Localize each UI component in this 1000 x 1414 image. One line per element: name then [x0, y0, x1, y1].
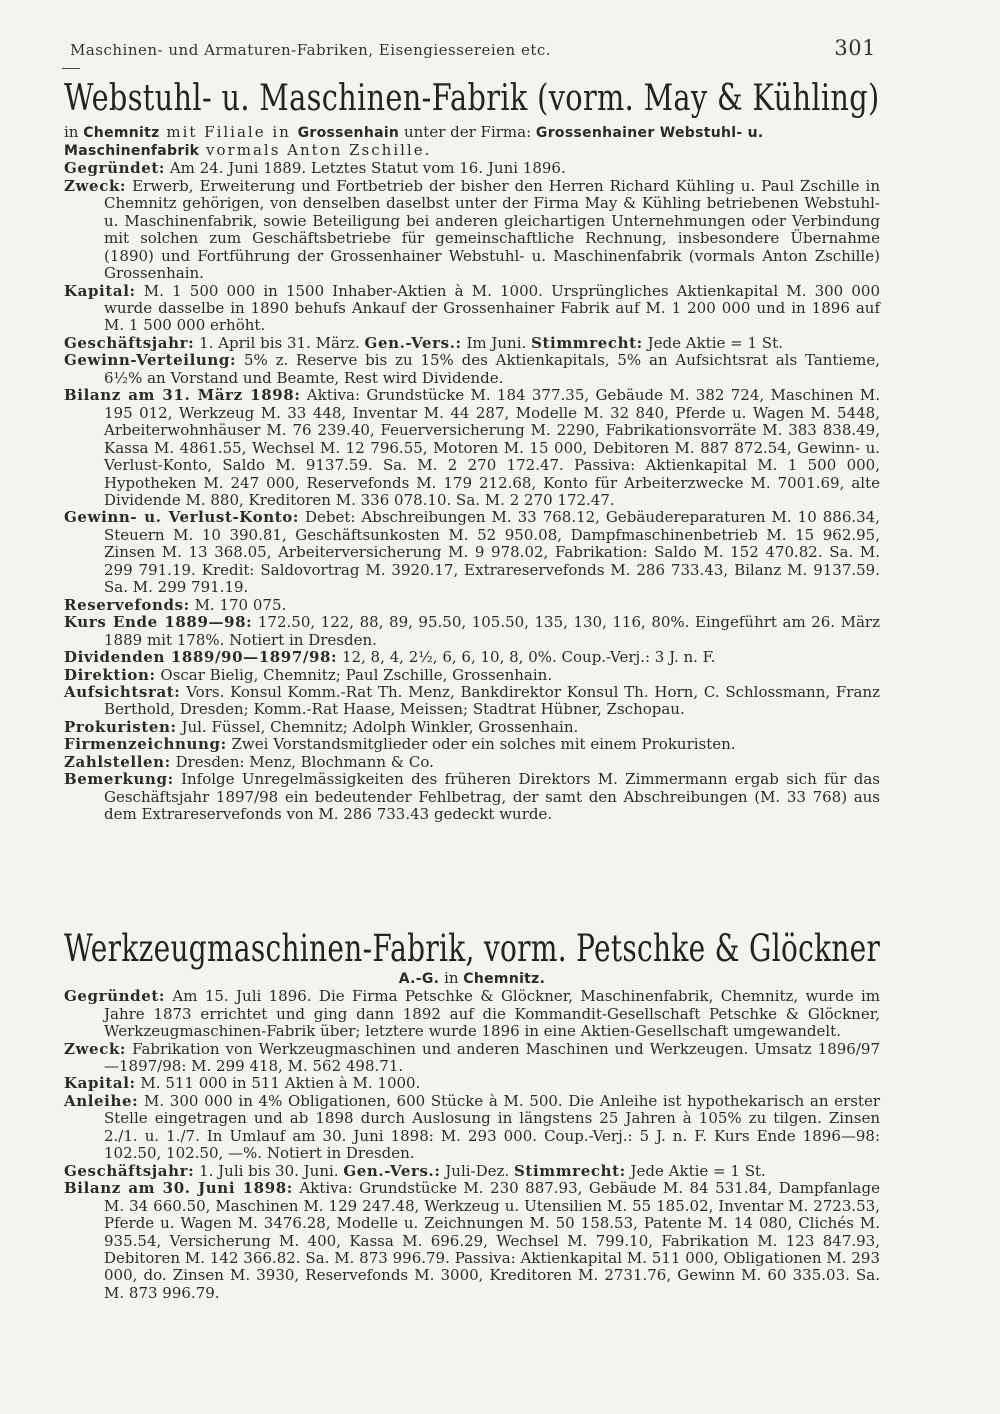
- entry-paragraph: [64, 1041, 880, 1076]
- entry-paragraph: [64, 754, 880, 771]
- company-intro: [64, 124, 880, 160]
- entry-paragraph: [64, 614, 880, 649]
- entry-label: Gen.-Vers.:: [364, 333, 462, 352]
- company-entry-2: [64, 926, 880, 1302]
- entry-label: Gewinn- u. Verlust-Konto:: [64, 508, 299, 527]
- subtitle-legal-form: A.-G.: [398, 971, 440, 987]
- entry-label: Kapital:: [64, 281, 136, 300]
- entry-label: Bilanz am 30. Juni 1898:: [64, 1179, 293, 1198]
- entry-text: Dresden: Menz, Blochmann & Co.: [175, 752, 434, 771]
- company-title: Werkzeugmaschinen-Fabrik, vorm. Petschke & Glöckner: [64, 927, 881, 970]
- entry-paragraph: [64, 719, 880, 736]
- entry-label: Firmenzeichnung:: [64, 735, 227, 754]
- intro-city: Chemnitz: [83, 125, 160, 141]
- entry-label: Zweck:: [64, 1039, 127, 1058]
- subtitle-text: in: [439, 969, 464, 987]
- entry-paragraph: [64, 1093, 880, 1163]
- entry-label: Kapital:: [64, 1074, 136, 1093]
- entry-label: Reservefonds:: [64, 595, 190, 614]
- intro-city: Grossenhain: [297, 125, 400, 141]
- entry-label: Zweck:: [64, 176, 127, 195]
- entry-text: 12, 8, 4, 2½, 6, 6, 10, 8, 0%. Coup.-Verj.: 3 J. n. F.: [341, 648, 716, 667]
- entry-label: Gegründet:: [64, 987, 166, 1006]
- entry-paragraph: [64, 160, 880, 177]
- entry-text: Zwei Vorstandsmitglieder oder ein solches mit einem Prokuristen.: [231, 735, 736, 754]
- entry-paragraph: [64, 283, 880, 335]
- entry-paragraph: [64, 1075, 880, 1092]
- entry-text: Fabrikation von Werkzeugmaschinen und anderen Maschinen und Werkzeugen. Umsatz 1896/97—1897/98: M. 299 418, M. 562 498.71.: [104, 1039, 880, 1076]
- entry-label: Direktion:: [64, 665, 156, 684]
- company-entry-1: [64, 76, 880, 824]
- entry-label: Bilanz am 31. März 1898:: [64, 386, 301, 405]
- entry-label: Stimmrecht:: [531, 333, 643, 352]
- entry-paragraph: [64, 649, 880, 666]
- entry-text: Debet: Abschreibungen M. 33 768.12, Gebäudereparaturen M. 10 886.34, Steuern M. 10 390.81, Geschäftsunkosten M. 52 950.08, Dampfmaschinenbetrieb M. 15 962.95, Zinsen M. 13 368.05, Arbeiterversicherung M. 9 978.02, Fabrikation: Saldo M. 152 470.82. Sa. M. 299 791.19. Kredit: Saldovortrag M. 3920.17, Extrareservefonds M. 286 733.43, Bilanz M. 9137.59. Sa. M. 299 791.19.: [104, 508, 880, 597]
- entry-paragraph: [64, 667, 880, 684]
- entry-paragraph: [64, 684, 880, 719]
- entry-label: Gewinn-Verteilung:: [64, 351, 237, 370]
- entry-text: Erwerb, Erweiterung und Fortbetrieb der bisher den Herren Richard Kühling u. Paul Zschille in Chemnitz gehörigen, von denselben daselbst unter der Firma May & Kühling betriebenen Webstuhl- u. Maschinenfabrik, sowie Beteiligung bei anderen gleichartigen Unternehmungen oder Verbindung mit solchen zum Geschäftsbetriebe für gemeinschaftliche Rechnung, insbesondere Übernahme (1890) und Fortführung der Grossenhainer Webstuhl- u. Maschinenfabrik (vormals Anton Zschille) Grossenhain.: [104, 176, 880, 283]
- running-head: [70, 36, 876, 60]
- intro-text: vormals Anton Zschille.: [199, 141, 432, 160]
- entry-paragraph: [64, 335, 880, 352]
- entry-text: Jede Aktie = 1 St.: [630, 1161, 766, 1180]
- intro-text: mit Filiale in: [159, 123, 298, 141]
- company-entries: [64, 988, 880, 1302]
- entry-text: Im Juni.: [466, 333, 527, 352]
- company-entries: [64, 160, 880, 823]
- entry-text: Aktiva: Grundstücke M. 230 887.93, Gebäude M. 84 531.84, Dampfanlage M. 34 660.50, Maschinen M. 129 247.48, Werkzeug u. Utensilien M. 55 185.02, Inventar M. 2723.53, Pferde u. Wagen M. 3476.28, Modelle u. Zeichnungen M. 50 158.53, Patente M. 14 080, Clichés M. 935.54, Versicherung M. 400, Kassa M. 696.29, Wechsel M. 799.10, Fabrikation M. 123 847.93, Debitoren M. 142 366.82. Sa. M. 873 996.79. Passiva: Aktienkapital M. 511 000, Obligationen M. 293 000, do. Zinsen M. 3930, Reservefonds M. 3000, Kreditoren M. 2731.76, Gewinn M. 60 335.03. Sa. M. 873 996.79.: [104, 1179, 880, 1302]
- company-title: Webstuhl- u. Maschinen-Fabrik (vorm. May & Kühling): [64, 78, 880, 119]
- header-rule: [62, 68, 80, 69]
- entry-text: 1. Juli bis 30. Juni.: [199, 1161, 339, 1180]
- entry-paragraph: [64, 988, 880, 1040]
- entry-text: Am 15. Juli 1896. Die Firma Petschke & Glöckner, Maschinenfabrik, Chemnitz, wurde im Jahre 1873 errichtet und ging dann 1892 auf die Kommandit-Gesellschaft Petschke & Glöckner, Werkzeugmaschinen-Fabrik über; letztere wurde 1896 in eine Aktien-Gesellschaft umgewandelt.: [104, 987, 881, 1041]
- entry-text: M. 1 500 000 in 1500 Inhaber-Aktien à M. 1000. Ursprüngliches Aktienkapital M. 300 000 wurde dasselbe in 1890 behufs Ankauf der Grossenhainer Fabrik auf M. 1 200 000 und in 1896 auf M. 1 500 000 erhöht.: [104, 281, 880, 335]
- entry-label: Bemerkung:: [64, 770, 174, 789]
- entry-text: M. 511 000 in 511 Aktien à M. 1000.: [140, 1074, 421, 1093]
- intro-text: in: [64, 123, 84, 141]
- entry-text: Vors. Konsul Komm.-Rat Th. Menz, Bankdirektor Konsul Th. Horn, C. Schlossmann, Franz Berthold, Dresden; Komm.-Rat Haase, Meissen; Stadtrat Hübner, Zschopau.: [104, 683, 880, 719]
- entry-text: Jul. Füssel, Chemnitz; Adolph Winkler, Grossenhain.: [181, 717, 579, 736]
- entry-paragraph: [64, 1180, 880, 1302]
- entry-label: Zahlstellen:: [64, 752, 171, 771]
- intro-text: unter der Firma:: [399, 123, 536, 141]
- company-subtitle: [64, 970, 880, 988]
- entry-label: Anleihe:: [64, 1091, 139, 1110]
- entry-paragraph: [64, 771, 880, 823]
- entry-label: Geschäftsjahr:: [64, 1161, 195, 1180]
- entry-paragraph: [64, 509, 880, 596]
- entry-paragraph: [64, 1163, 880, 1180]
- entry-text: Infolge Unregelmässigkeiten des früheren Direktors M. Zimmermann ergab sich für das Geschäftsjahr 1897/98 ein bedeutender Fehlbetrag, der samt den Abschreibungen (M. 33 768) aus dem Extrareservefonds von M. 286 733.43 gedeckt wurde.: [104, 770, 880, 824]
- entry-text: Aktiva: Grundstücke M. 184 377.35, Gebäude M. 382 724, Maschinen M. 195 012, Werkzeug M. 33 448, Inventar M. 44 287, Modelle M. 32 840, Pferde u. Wagen M. 5448, Arbeiterwohnhäuser M. 76 239.40, Feuerversicherung M. 2290, Fabrikationsvorräte M. 383 838.49, Kassa M. 4861.55, Wechsel M. 12 796.55, Motoren M. 15 000, Debitoren M. 887 872.54, Gewinn- u. Verlust-Konto, Saldo M. 9137.59. Sa. M. 2 270 172.47. Passiva: Aktienkapital M. 1 500 000, Hypotheken M. 247 000, Reservefonds M. 179 212.68, Konto für Arbeiterzwecke M. 7001.69, alte Dividende M. 880, Kreditoren M. 336 078.10. Sa. M. 2 270 172.47.: [104, 386, 880, 510]
- entry-paragraph: [64, 736, 880, 753]
- entry-paragraph: [64, 178, 880, 283]
- entry-paragraph: [64, 597, 880, 614]
- entry-text: Jede Aktie = 1 St.: [647, 333, 783, 352]
- entry-label: Kurs Ende 1889—98:: [64, 613, 253, 632]
- entry-label: Gen.-Vers.:: [343, 1161, 441, 1180]
- intro-firm: Grossenhainer Webstuhl- u. Maschinenfabrik: [64, 125, 764, 160]
- entry-label: Dividenden 1889/90—1897/98:: [64, 648, 338, 667]
- entry-text: Juli-Dez.: [445, 1161, 510, 1180]
- running-title: Maschinen- und Armaturen-Fabriken, Eisengiessereien etc.: [70, 41, 552, 59]
- entry-paragraph: [64, 352, 880, 387]
- page-number: 301: [834, 36, 876, 60]
- entry-label: Aufsichtsrat:: [64, 683, 181, 701]
- entry-text: M. 300 000 in 4% Obligationen, 600 Stücke à M. 500. Die Anleihe ist hypothekarisch an erster Stelle eingetragen und ab 1898 durch Auslosung in längstens 25 Jahren à 105% zu tilgen. Zinsen 2./1. u. 1./7. In Umlauf am 30. Juni 1898: M. 293 000. Coup.-Verj.: 5 J. n. F. Kurs Ende 1896—98: 102.50, 102.50, —%. Notiert in Dresden.: [104, 1091, 880, 1163]
- entry-text: 1. April bis 31. März.: [199, 333, 360, 352]
- entry-text: 172.50, 122, 88, 89, 95.50, 105.50, 135, 130, 116, 80%. Eingeführt am 26. März 1889 mit 178%. Notiert in Dresden.: [104, 613, 880, 649]
- entry-label: Gegründet:: [64, 159, 166, 178]
- entry-text: 5% z. Reserve bis zu 15% des Aktienkapitals, 5% an Aufsichtsrat als Tantieme, 6½% an Vorstand und Beamte, Rest wird Dividende.: [104, 351, 880, 387]
- entry-paragraph: [64, 387, 880, 509]
- entry-label: Geschäftsjahr:: [64, 333, 195, 352]
- entry-label: Stimmrecht:: [513, 1161, 626, 1180]
- entry-label: Prokuristen:: [64, 717, 177, 736]
- subtitle-city: Chemnitz.: [463, 971, 546, 987]
- entry-text: Am 24. Juni 1889. Letztes Statut vom 16. Juni 1896.: [169, 159, 566, 178]
- entry-text: M. 170 075.: [194, 595, 287, 614]
- entry-text: Oscar Bielig, Chemnitz; Paul Zschille, Grossenhain.: [160, 665, 553, 684]
